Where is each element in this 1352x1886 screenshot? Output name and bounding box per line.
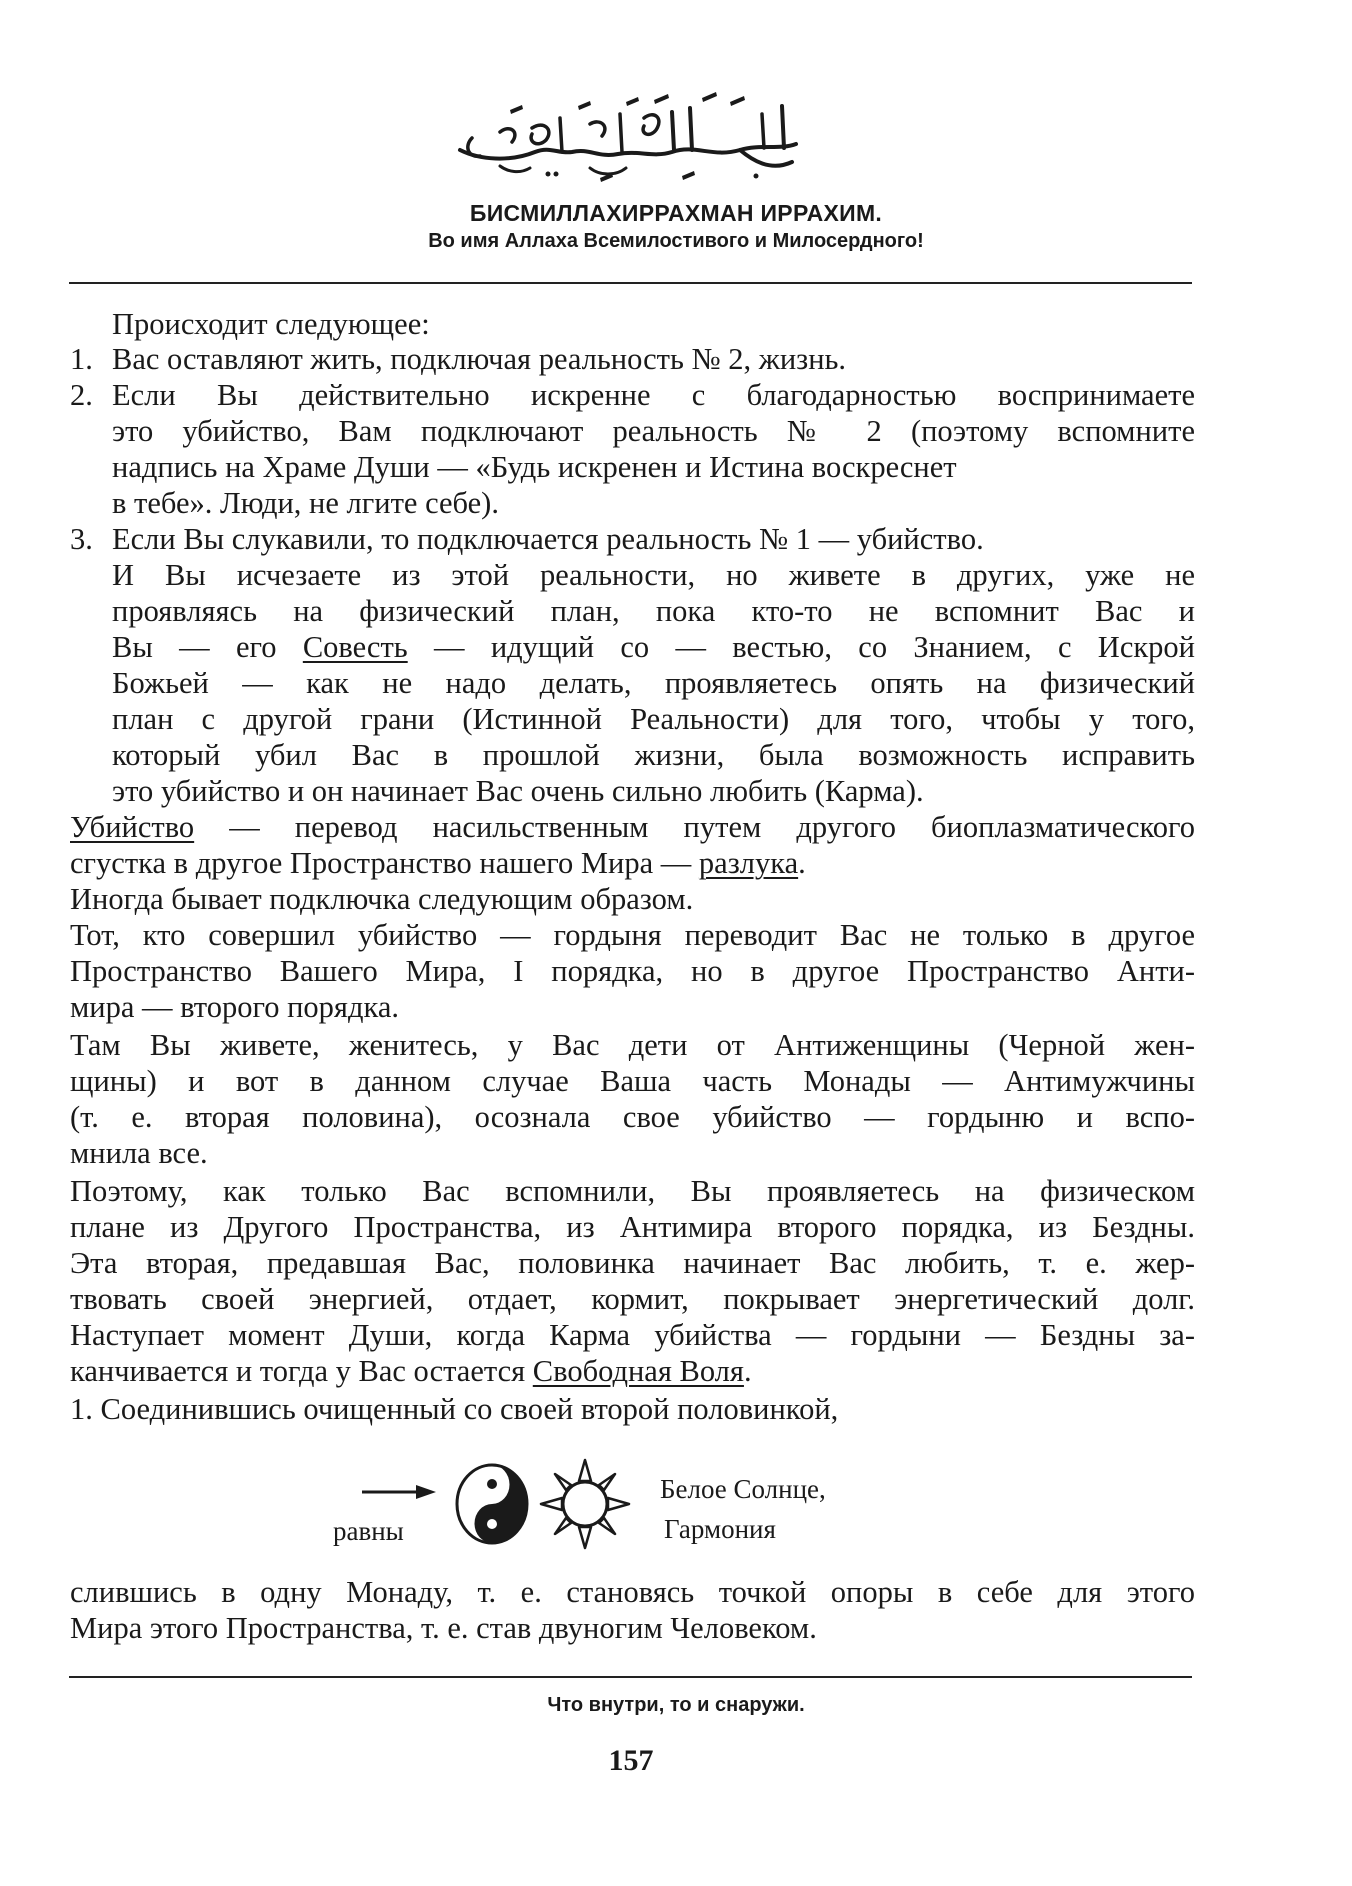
paragraph-line: слившись в одну Монаду, т. е. становясь точкой опоры в себе для этого xyxy=(70,1575,1195,1609)
paragraph-line: твовать своей энергией, отдает, кормит, покрывает энергетический долг. xyxy=(70,1282,1195,1316)
figure-label-harmony: Гармония xyxy=(664,1514,776,1544)
intro-line: Происходит следующее: xyxy=(112,307,430,341)
list-item-2-line: надпись на Храме Души — «Будь искренен и Истина воскреснет xyxy=(112,450,957,484)
paragraph-line: щины) и вот в данном случае Ваша часть Монады — Антимужчины xyxy=(70,1064,1195,1098)
yin-yang-icon xyxy=(454,1462,530,1546)
paragraph-line: (т. е. вторая половина), осознала свое убийство — гордыню и вспо- xyxy=(70,1100,1195,1134)
paragraph-line: Иногда бывает подключка следующим образом. xyxy=(70,882,694,916)
figure-label-equal: равны xyxy=(333,1516,404,1546)
underlined-term-separation: разлука xyxy=(698,846,799,880)
paragraph-line: Мира этого Пространства, т. е. став двуногим Человеком. xyxy=(70,1611,817,1645)
list-item-2-line: в тебе». Люди, не лгите себе). xyxy=(112,486,499,520)
paragraph-line: Там Вы живете, женитесь, у Вас дети от Антиженщины (Черной жен- xyxy=(70,1028,1195,1062)
bismillah-calligraphy xyxy=(440,88,820,188)
header-title: БИСМИЛЛАХИРРАХМАН ИРРАХИМ. xyxy=(469,200,883,226)
sun-icon xyxy=(535,1454,635,1554)
footer-motto: Что внутри, то и снаружи. xyxy=(547,1694,805,1716)
header-subtitle: Во имя Аллаха Всемилостивого и Милосердного! xyxy=(428,230,924,252)
paragraph-line: канчивается и тогда у Вас остается Свободная Воля. xyxy=(70,1354,752,1388)
list-item-3-line: план с другой грани (Истинной Реальности) для того, чтобы у того, xyxy=(112,702,1195,736)
footer-rule xyxy=(69,1676,1192,1678)
list-item-3-line: 3. Если Вы слукавили, то подключается реальность № 1 — убийство. xyxy=(70,522,984,556)
list-item-3-line: Божьей — как не надо делать, проявляетесь опять на физический xyxy=(112,666,1195,700)
list-item-3-line: который убил Вас в прошлой жизни, была возможность исправить xyxy=(112,738,1195,772)
list-item-3-line: проявляясь на физический план, пока кто-то не вспомнит Вас и xyxy=(112,594,1195,628)
arrow-right-icon xyxy=(360,1482,438,1502)
list-item-3-line: И Вы исчезаете из этой реальности, но живете в других, уже не xyxy=(112,558,1195,592)
list-item-2-line: это убийство, Вам подключают реальность № 2 (поэтому вспомните xyxy=(112,414,1195,448)
paragraph-line: мира — второго порядка. xyxy=(70,990,399,1024)
paragraph-line: Тот, кто совершил убийство — гордыня переводит Вас не только в другое xyxy=(70,918,1195,952)
definition-line: Убийство — перевод насильственным путем другого биоплазматического xyxy=(70,810,1195,844)
list-item-3-line: Вы — его Совесть — идущий со — вестью, со Знанием, с Искрой xyxy=(112,630,1195,664)
header-rule xyxy=(69,282,1192,284)
paragraph-line: Эта вторая, предавшая Вас, половинка начинает Вас любить, т. е. жер- xyxy=(70,1246,1195,1280)
paragraph-line: плане из Другого Пространства, из Антимира второго порядка, из Бездны. xyxy=(70,1210,1195,1244)
page-number: 157 xyxy=(608,1744,654,1777)
paragraph-line: Наступает момент Души, когда Карма убийства — гордыни — Бездны за- xyxy=(70,1318,1195,1352)
paragraph-line: Пространство Вашего Мира, I порядка, но в другое Пространство Анти- xyxy=(70,954,1195,988)
figure-label-white-sun: Белое Солнце, xyxy=(660,1474,826,1504)
underlined-term-murder: Убийство xyxy=(70,810,195,844)
paragraph-line: мнила все. xyxy=(70,1136,208,1170)
definition-line: сгустка в другое Пространство нашего Мира — разлука. xyxy=(70,846,806,880)
underlined-term-conscience: Совесть xyxy=(302,630,408,664)
list-item-2-line: 2. Если Вы действительно искренне с благодарностью воспринимаете xyxy=(70,378,1195,412)
list-item-1: 1. Вас оставляют жить, подключая реальность № 2, жизнь. xyxy=(70,342,847,376)
underlined-term-free-will: Свободная Воля xyxy=(532,1354,744,1388)
paragraph-line: Поэтому, как только Вас вспомнили, Вы проявляетесь на физическом xyxy=(70,1174,1195,1208)
paragraph-line: 1. Соединившись очищенный со своей второй половинкой, xyxy=(70,1392,839,1426)
list-item-3-line: это убийство и он начинает Вас очень сильно любить (Карма). xyxy=(112,774,924,808)
